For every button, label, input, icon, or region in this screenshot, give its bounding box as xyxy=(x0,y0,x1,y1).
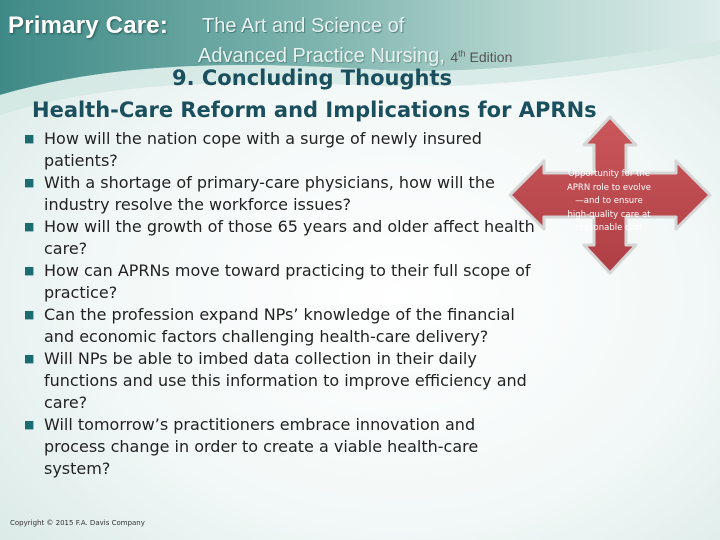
callout-line: reasonable cost xyxy=(575,223,643,233)
book-subtitle-text: Advanced Practice Nursing, xyxy=(198,45,445,67)
bullet-text-line: process change in order to create a viable health-care xyxy=(44,437,479,456)
book-title: Primary Care: xyxy=(8,12,169,39)
square-bullet-icon: ■ xyxy=(24,264,35,277)
bullet-item xyxy=(22,414,552,480)
bullet-text-line: patients? xyxy=(44,151,118,170)
bullet-text-line: practice? xyxy=(44,283,118,302)
bullet-text-line: How will the nation cope with a surge of newly insured xyxy=(44,129,482,148)
arrow-callout-text xyxy=(558,168,660,236)
book-subtitle-line2 xyxy=(198,45,512,68)
bullet-item xyxy=(22,172,552,216)
bullet-text-line: How will the growth of those 65 years and older affect health xyxy=(44,217,535,236)
bullet-item xyxy=(22,128,552,172)
bullet-text-line: Can the profession expand NPs’ knowledge of the financial xyxy=(44,305,515,324)
square-bullet-icon: ■ xyxy=(24,308,35,321)
slide-subtitle: Health-Care Reform and Implications for APRNs xyxy=(32,98,597,122)
callout-line: —and to ensure xyxy=(575,196,643,206)
bullet-item xyxy=(22,260,552,304)
edition-word: Edition xyxy=(465,49,513,65)
edition-suffix: th xyxy=(458,48,466,59)
bullet-text-line: Will NPs be able to imbed data collection in their daily xyxy=(44,349,477,368)
callout-line: Opportunity for the xyxy=(567,169,651,179)
edition-number: 4 xyxy=(450,49,459,65)
slide-title: 9. Concluding Thoughts xyxy=(172,66,452,90)
bullet-item xyxy=(22,216,552,260)
bullet-text-line: How can APRNs move toward practicing to their full scope of xyxy=(44,261,531,280)
bullet-item xyxy=(22,304,552,348)
bullet-text-line: care? xyxy=(44,239,88,258)
copyright-notice: Copyright © 2015 F.A. Davis Company xyxy=(10,519,145,527)
bullet-text-line: functions and use this information to improve efficiency and xyxy=(44,371,527,390)
square-bullet-icon: ■ xyxy=(24,220,35,233)
bullet-item xyxy=(22,348,552,414)
edition-label xyxy=(450,49,512,65)
square-bullet-icon: ■ xyxy=(24,352,35,365)
bullet-text-line: and economic factors challenging health-care delivery? xyxy=(44,327,489,346)
square-bullet-icon: ■ xyxy=(24,418,35,431)
bullet-text-line: care? xyxy=(44,393,88,412)
bullet-text-line: With a shortage of primary-care physicians, how will the xyxy=(44,173,495,192)
bullet-text-line: industry resolve the workforce issues? xyxy=(44,195,352,214)
square-bullet-icon: ■ xyxy=(24,132,35,145)
callout-line: APRN role to evolve xyxy=(566,182,652,193)
bullet-text-line: Will tomorrow’s practitioners embrace innovation and xyxy=(44,415,476,434)
callout-line: high-quality care at xyxy=(567,209,651,220)
bullet-list xyxy=(22,128,552,480)
book-subtitle-line1: The Art and Science of xyxy=(202,15,405,37)
bullet-text-line: system? xyxy=(44,459,111,478)
square-bullet-icon: ■ xyxy=(24,176,35,189)
